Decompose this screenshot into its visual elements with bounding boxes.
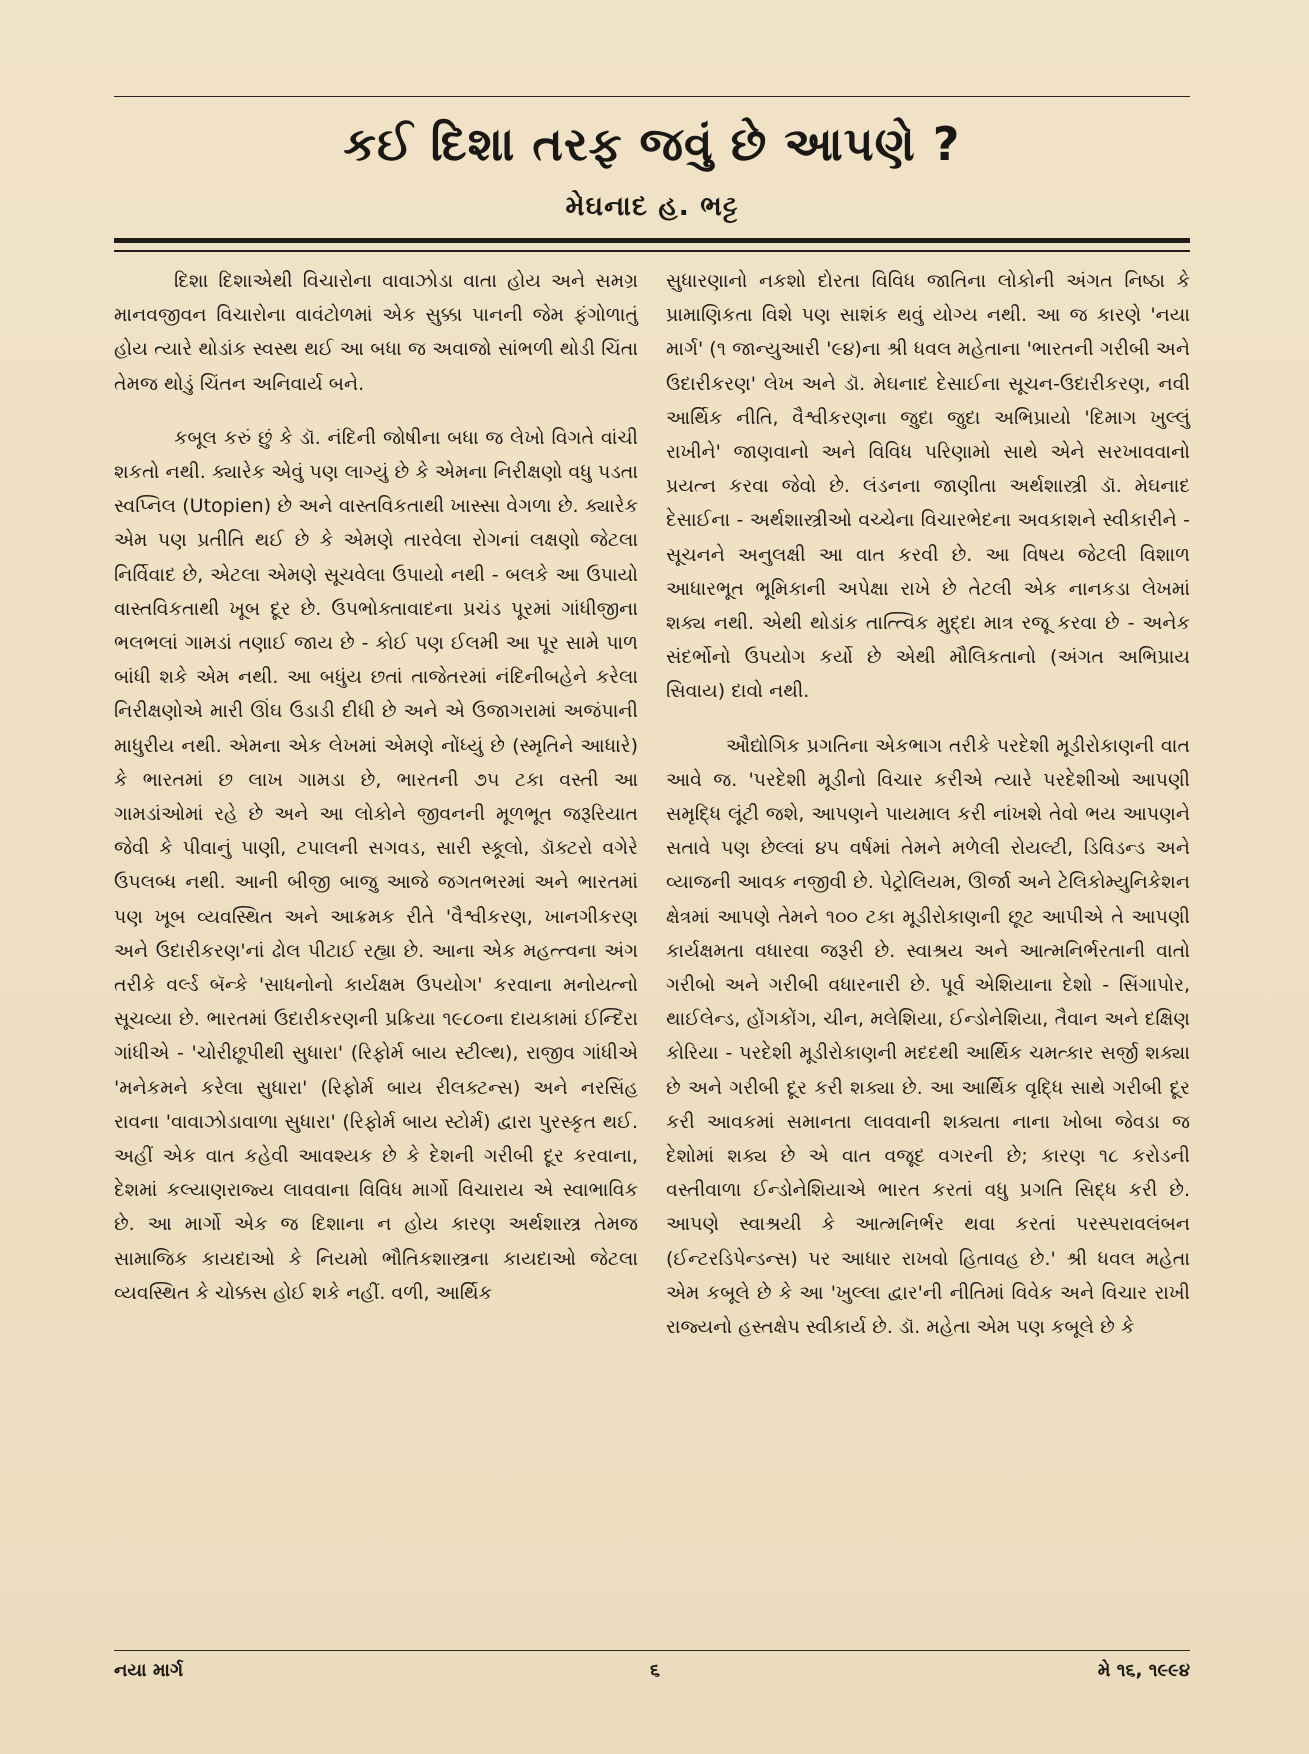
left-column	[114, 264, 638, 1310]
footer-date: મે ૧૬, ૧૯૯૪	[1097, 1660, 1190, 1681]
header-rule-thin	[114, 250, 1190, 252]
footer-page-number: ૬	[649, 1660, 661, 1681]
paragraph: ઔદ્યોગિક પ્રગતિના એકભાગ તરીકે પરદેશી મૂડીરોકાણની વાત આવે જ. 'પરદેશી મૂડીનો વિચાર કરીએ ત્યારે પરદેશીઓ આપણી સમૃદ્ધિ લૂંટી જશે, આપણને પાયમાલ કરી નાંખશે તેવો ભય આપણને સતાવે પણ છેલ્લાં ૪૫ વર્ષમાં તેમને મળેલી રોયલ્ટી, ડિવિડન્ડ અને વ્યાજની આવક નજીવી છે. પેટ્રોલિયમ, ઊર્જા અને ટેલિકોમ્યુનિકેશન ક્ષેત્રમાં આપણે તેમને ૧૦૦ ટકા મૂડીરોકાણની છૂટ આપીએ તે આપણી કાર્યક્ષમતા વધારવા જરૂરી છે. સ્વાશ્રય અને આત્મનિર્ભરતાની વાતો ગરીબો અને ગરીબી વધારનારી છે. પૂર્વ એશિયાના દેશો - સિંગાપોર, થાઈલેન્ડ, હોંગકોંગ, ચીન, મલેશિયા, ઈન્ડોનેશિયા, તૈવાન અને દક્ષિણ કોરિયા - પરદેશી મૂડીરોકાણની મદદથી આર્થિક ચમત્કાર સર્જી શક્યા છે અને ગરીબી દૂર કરી શક્યા છે. આ આર્થિક વૃદ્ધિ સાથે ગરીબી દૂર કરી આવકમાં સમાનતા લાવવાની શક્યતા નાના ખોબા જેવડા જ દેશોમાં શક્ય છે એ વાત વજૂદ વગરની છે; કારણ ૧૮ કરોડની વસ્તીવાળા ઈન્ડોનેશિયાએ ભારત કરતાં વધુ પ્રગતિ સિદ્ધ કરી છે. આપણે સ્વાશ્રયી કે આત્મનિર્ભર થવા કરતાં પરસ્પરાવલંબન (ઈન્ટરડિપેન્ડન્સ) પર આધાર રાખવો હિતાવહ છે.' શ્રી ધવલ મહેતા એમ કબૂલે છે કે આ 'ખુલ્લા દ્વાર'ની નીતિમાં વિવેક અને વિચાર રાખી રાજ્યનો હસ્તક્ષેપ સ્વીકાર્ય છે. ડૉ. મહેતા એમ પણ કબૂલે છે કે	[666, 734, 1190, 1339]
paragraph: કબૂલ કરું છું કે ડૉ. નંદિની જોષીના બધા જ લેખો વિગતે વાંચી શકતો નથી. ક્યારેક એવું પણ લાગ્યું છે કે એમના નિરીક્ષણો વધુ પડતા સ્વપ્નિલ (Utopien) છે અને વાસ્તવિકતાથી ખાસ્સા વેગળા છે. ક્યારેક એમ પણ પ્રતીતિ થઈ છે કે એમણે તારવેલા રોગનાં લક્ષણો જેટલા નિર્વિવાદ છે, એટલા એમણે સૂચવેલા ઉપાયો નથી - બલકે આ ઉપાયો વાસ્તવિકતાથી ખૂબ દૂર છે. ઉપભોક્તાવાદના પ્રચંડ પૂરમાં ગાંધીજીના ભલભલાં ગામડાં તણાઈ જાય છે - કોઈ પણ ઈલમી આ પૂર સામે પાળ બાંધી શકે એમ નથી. આ બધુંય છતાં તાજેતરમાં નંદિનીબહેને કરેલા નિરીક્ષણોએ મારી ઊંઘ ઉડાડી દીધી છે અને એ ઉજાગરામાં અજંપાની માધુરીય નથી. એમના એક લેખમાં એમણે નોંધ્યું છે (સ્મૃતિને આધારે) કે ભારતમાં છ લાખ ગામડા છે, ભારતની ૭૫ ટકા વસ્તી આ ગામડાંઓમાં રહે છે અને આ લોકોને જીવનની મૂળભૂત જરૂરિયાત જેવી કે પીવાનું પાણી, ટપાલની સગવડ, સારી સ્કૂલો, ડૉક્ટરો વગેરે ઉપલબ્ધ નથી. આની બીજી બાજુ આજે જગતભરમાં અને ભારતમાં પણ ખૂબ વ્યવસ્થિત અને આક્રમક રીતે 'વૈશ્વીકરણ, ખાનગીકરણ અને ઉદારીકરણ'નાં ઢોલ પીટાઈ રહ્યા છે. આના એક મહત્ત્વના અંગ તરીકે વર્લ્ડ બૅન્કે 'સાધનોનો કાર્યક્ષમ ઉપયોગ' કરવાના મનોયત્નો સૂચવ્યા છે. ભારતમાં ઉદારીકરણની પ્રક્રિયા ૧૯૮૦ના દાયકામાં ઈન્દિરા ગાંધીએ - 'ચોરીછૂપીથી સુધારા' (રિફોર્મ બાય સ્ટીલ્થ), રાજીવ ગાંધીએ 'મનેકમને કરેલા સુધારા' (રિફોર્મ બાય રીલક્ટન્સ) અને નરસિંહ રાવના 'વાવાઝોડાવાળા સુધારા' (રિફોર્મ બાય સ્ટોર્મ) દ્વારા પુરસ્કૃત થઈ. અહીં એક વાત કહેવી આવશ્યક છે કે દેશની ગરીબી દૂર કરવાના, દેશમાં કલ્યાણરાજ્ય લાવવાના વિવિધ માર્ગો વિચારાય એ સ્વાભાવિક છે. આ માર્ગો એક જ દિશાના ન હોય કારણ અર્થશાસ્ત્ર તેમજ સામાજિક કાયદાઓ કે નિયમો ભૌતિકશાસ્ત્રના કાયદાઓ જેટલા વ્યવસ્થિત કે ચોક્કસ હોઈ શકે નહીં. વળી, આર્થિક	[114, 426, 638, 1304]
top-rule	[114, 96, 1190, 97]
header-rule-thick	[114, 238, 1190, 243]
footer-rule	[114, 1650, 1190, 1651]
paragraph-continued: સુધારણાનો નકશો દોરતા વિવિધ જાતિના લોકોની અંગત નિષ્ઠા કે પ્રામાણિકતા વિશે પણ સાશંક થવું યોગ્ય નથી. આ જ કારણે 'નયા માર્ગ' (૧ જાન્યુઆરી '૯૪)ના શ્રી ધવલ મહેતાના 'ભારતની ગરીબી અને ઉદારીકરણ' લેખ અને ડૉ. મેઘનાદ દેસાઈના સૂચન-ઉદારીકરણ, નવી આર્થિક નીતિ, વૈશ્વીકરણના જુદા જુદા અભિપ્રાયો 'દિમાગ ખુલ્લું રાખીને' જાણવાનો અને વિવિધ પરિણામો સાથે એને સરખાવવાનો પ્રયત્ન કરવા જેવો છે. લંડનના જાણીતા અર્થશાસ્ત્રી ડૉ. મેઘનાદ દેસાઈના - અર્થશાસ્ત્રીઓ વચ્ચેના વિચારભેદના અવકાશને સ્વીકારીને - સૂચનને અનુલક્ષી આ વાત કરવી છે. આ વિષય જેટલી વિશાળ આધારભૂત ભૂમિકાની અપેક્ષા રાખે છે તેટલી એક નાનકડા લેખમાં શક્ય નથી. એથી થોડાંક તાત્ત્વિક મુદ્દા માત્ર રજૂ કરવા છે - અનેક સંદર્ભોનો ઉપયોગ કર્યો છે એથી મૌલિકતાનો (અંગત અભિપ્રાય સિવાય) દાવો નથી.	[666, 270, 1190, 703]
right-column	[666, 264, 1190, 1344]
article-title: કઈ દિશા તરફ જવું છે આપણે ?	[343, 117, 961, 171]
paragraph: દિશા દિશાએથી વિચારોના વાવાઝોડા વાતા હોય અને સમગ્ર માનવજીવન વિચારોના વાવંટોળમાં એક સુક્કા પાનની જેમ ફંગોળાતું હોય ત્યારે થોડાંક સ્વસ્થ થઈ આ બધા જ અવાજો સાંભળી થોડી ચિંતા તેમજ થોડું ચિંતન અનિવાર્ય બને.	[114, 270, 638, 395]
footer-publication: નયા માર્ગ	[114, 1660, 184, 1681]
article-author: મેઘનાદ હ. ભટ્ટ	[565, 191, 739, 222]
